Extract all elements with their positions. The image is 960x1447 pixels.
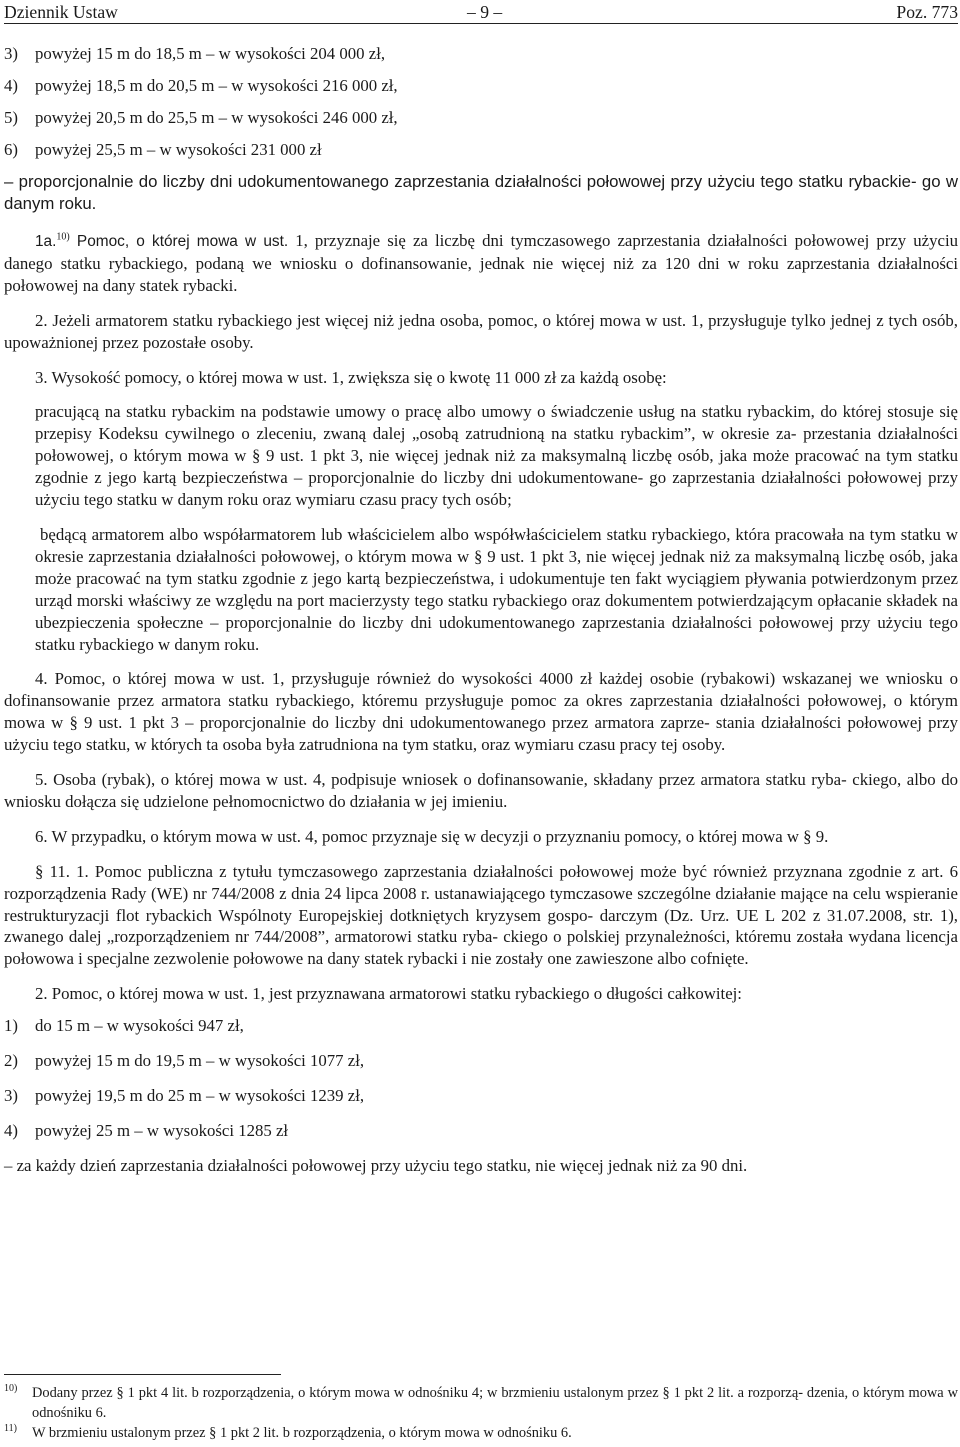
- list-item: 4) powyżej 18,5 m do 20,5 m – w wysokości 216 000 zł,: [4, 76, 398, 95]
- document-page: [4, 0, 958, 1441]
- paragraph-5: 5. Osoba (rybak), o której mowa w ust. 4, podpisuje wniosek o dofinansowanie, składany przez armatora statku ryba- ckiego, albo do wniosku dołącza się udzielone pełnomocnictwo do działania w jej imieniu.: [4, 770, 958, 811]
- list-item: 6) powyżej 25,5 m – w wysokości 231 000 zł: [4, 140, 322, 159]
- paragraph-3-item-2: będącą armatorem albo współarmatorem lub właścicielem albo współwłaścicielem statku rybackiego, która pracowała na tym statku w okresie zaprzestania działalności połowowej, o którym mowa w § 9 ust. 1 pkt 3, nie więcej jednak niż za maksymalną liczbę osób, jaka może pracować na tym statku zgodnie z jego kartą bezpieczeństwa, i udokumentuje ten fakt wyciągiem pływania potwierdzonym przez urząd morski właściwy ze względu na port macierzysty tego statku rybackiego oraz dokumentem potwierdzającym opłacanie składek na ubezpieczenia społeczne – proporcjonalnie do liczby dni udokumentowanego zaprzestania działalności połowowej przy użyciu tego statku rybackiego w danym roku.: [35, 524, 958, 654]
- list-item: 2) powyżej 15 m do 19,5 m – w wysokości 1077 zł,: [4, 1051, 365, 1071]
- list-item: 1) do 15 m – w wysokości 947 zł,: [4, 1016, 244, 1036]
- proportional-clause: – proporcjonalnie do liczby dni udokumentowanego zaprzestania działalności połowowej przy użyciu tego statku rybackie- go w danym roku.: [4, 172, 958, 213]
- paragraph-3-item-1: pracującą na statku rybackim na podstawie umowy o pracę albo umowy o świadczenie usług na statku rybackim, do której stosuje się przepisy Kodeksu cywilnego o zleceniu, zwaną dalej „osobą zatrudnioną na statku rybackim”, w okresie za- przestania działalności połowowej, o którym mowa w § 9 ust. 1 pkt 3, nie więcej jednak niż za maksymalną liczbę osób, jaka może pracować na tym statku zgodnie z jego kartą bezpieczeństwa – proporcjonalnie do liczby dni udokumentowane- go zaprzestania działalności połowowej przy użyciu tego statku w danym roku oraz wymiaru czasu pracy tych osób;: [35, 402, 958, 510]
- footnote-divider: [4, 1374, 281, 1375]
- paragraph-1a: 1a.$^{10)}$ Pomoc, o której mowa w ust. 1, przyznaje się za liczbę dni tymczasowego zaprzestania działalności połowowej przy użyciu danego statku rybackiego, podaną we wniosku o dofinansowanie, jednak nie więcej niż za 120 dni w roku zaprzestania działalności połowowej na dany statek rybacki.: [4, 231, 958, 295]
- daily-clause: – za każdy dzień zaprzestania działalności połowowej przy użyciu tego statku, nie więcej jednak niż za 90 dni.: [4, 1156, 748, 1176]
- footnote-10: $^{10)}$ Dodany przez § 1 pkt 4 lit. b rozporządzenia, o którym mowa w odnośniku 4; w brzmieniu ustalonym przez § 1 pkt 2 lit. a rozporzą- dzenia, o którym mowa w odnośniku 6.: [4, 1383, 958, 1421]
- position-number: Poz. 773: [896, 2, 958, 22]
- length-list-top: [4, 43, 958, 161]
- list-item: 3) powyżej 19,5 m do 25 m – w wysokości 1239 zł,: [4, 1086, 365, 1106]
- paragraph-3: 3. Wysokość pomocy, o której mowa w ust. 1, zwiększa się o kwotę 11 000 zł za każdą osobę:: [35, 367, 667, 387]
- document-body: [4, 43, 958, 1177]
- section-11-paragraph-2: 2. Pomoc, o której mowa w ust. 1, jest przyznawana armatorowi statku rybackiego o długości całkowitej:: [35, 984, 742, 1004]
- footnotes: [4, 1383, 958, 1443]
- list-item: 5) powyżej 20,5 m do 25,5 m – w wysokości 246 000 zł,: [4, 108, 398, 127]
- footnote-11: $^{11)}$ W brzmieniu ustalonym przez § 1 pkt 2 lit. b rozporządzenia, o którym mowa w odnośniku 6.: [4, 1423, 572, 1441]
- list-item: 3) powyżej 15 m do 18,5 m – w wysokości 204 000 zł,: [4, 44, 386, 63]
- journal-title: Dziennik Ustaw: [4, 2, 118, 22]
- paragraph-2: 2. Jeżeli armatorem statku rybackiego jest więcej niż jedna osoba, pomoc, o której mowa w ust. 1, przysługuje tylko jednej z tych osób, upoważnionej przez pozostałe osoby.: [4, 310, 958, 352]
- length-list-bottom: [4, 1015, 958, 1142]
- section-11: § 11. 1. Pomoc publiczna z tytułu tymczasowego zaprzestania działalności połowowej może być również przyznana zgodnie z art. 6 rozporządzenia Rady (WE) nr 744/2008 z dnia 24 lipca 2008 r. ustanawiającego tymczasowe szczególne działanie mające na celu wspieranie restrukturyzacji flot rybackich Wspólnoty Europejskiej dotkniętych kryzysem gospo- darczym (Dz. Urz. UE L 202 z 31.07.2008, str. 1), zwanego dalej „rozporządzeniem nr 744/2008”, armatorowi statku ryba- ckiego o polskiej przynależności, któremu została wydana licencja połowowa i specjalne zezwolenie połowowe na dany statek rybacki i nie zostały one zawieszone albo cofnięte.: [4, 861, 958, 969]
- paragraph-6: 6. W przypadku, o którym mowa w ust. 4, pomoc przyznaje się w decyzji o przyznaniu pomocy, o której mowa w § 9.: [35, 826, 829, 846]
- page-number: – 9 –: [467, 2, 503, 22]
- paragraph-4: 4. Pomoc, o której mowa w ust. 1, przysługuje również do wysokości 4000 zł każdej osobie (rybakowi) wskazanej we wniosku o dofinansowanie przez armatora statku rybackiego, któremu przysługuje pomoc za okres zaprzestania działalności połowowej, o którym mowa w § 9 ust. 1 pkt 3 – proporcjonalnie do liczby dni udokumentowanego przez armatora zaprze- stania działalności połowowej przy użyciu tego statku, w których ta osoba była zatrudniona na tym statku, oraz wymiaru czasu pracy tej osoby.: [4, 669, 958, 755]
- list-item: 4) powyżej 25 m – w wysokości 1285 zł: [4, 1121, 289, 1141]
- page-header: [4, 1, 958, 24]
